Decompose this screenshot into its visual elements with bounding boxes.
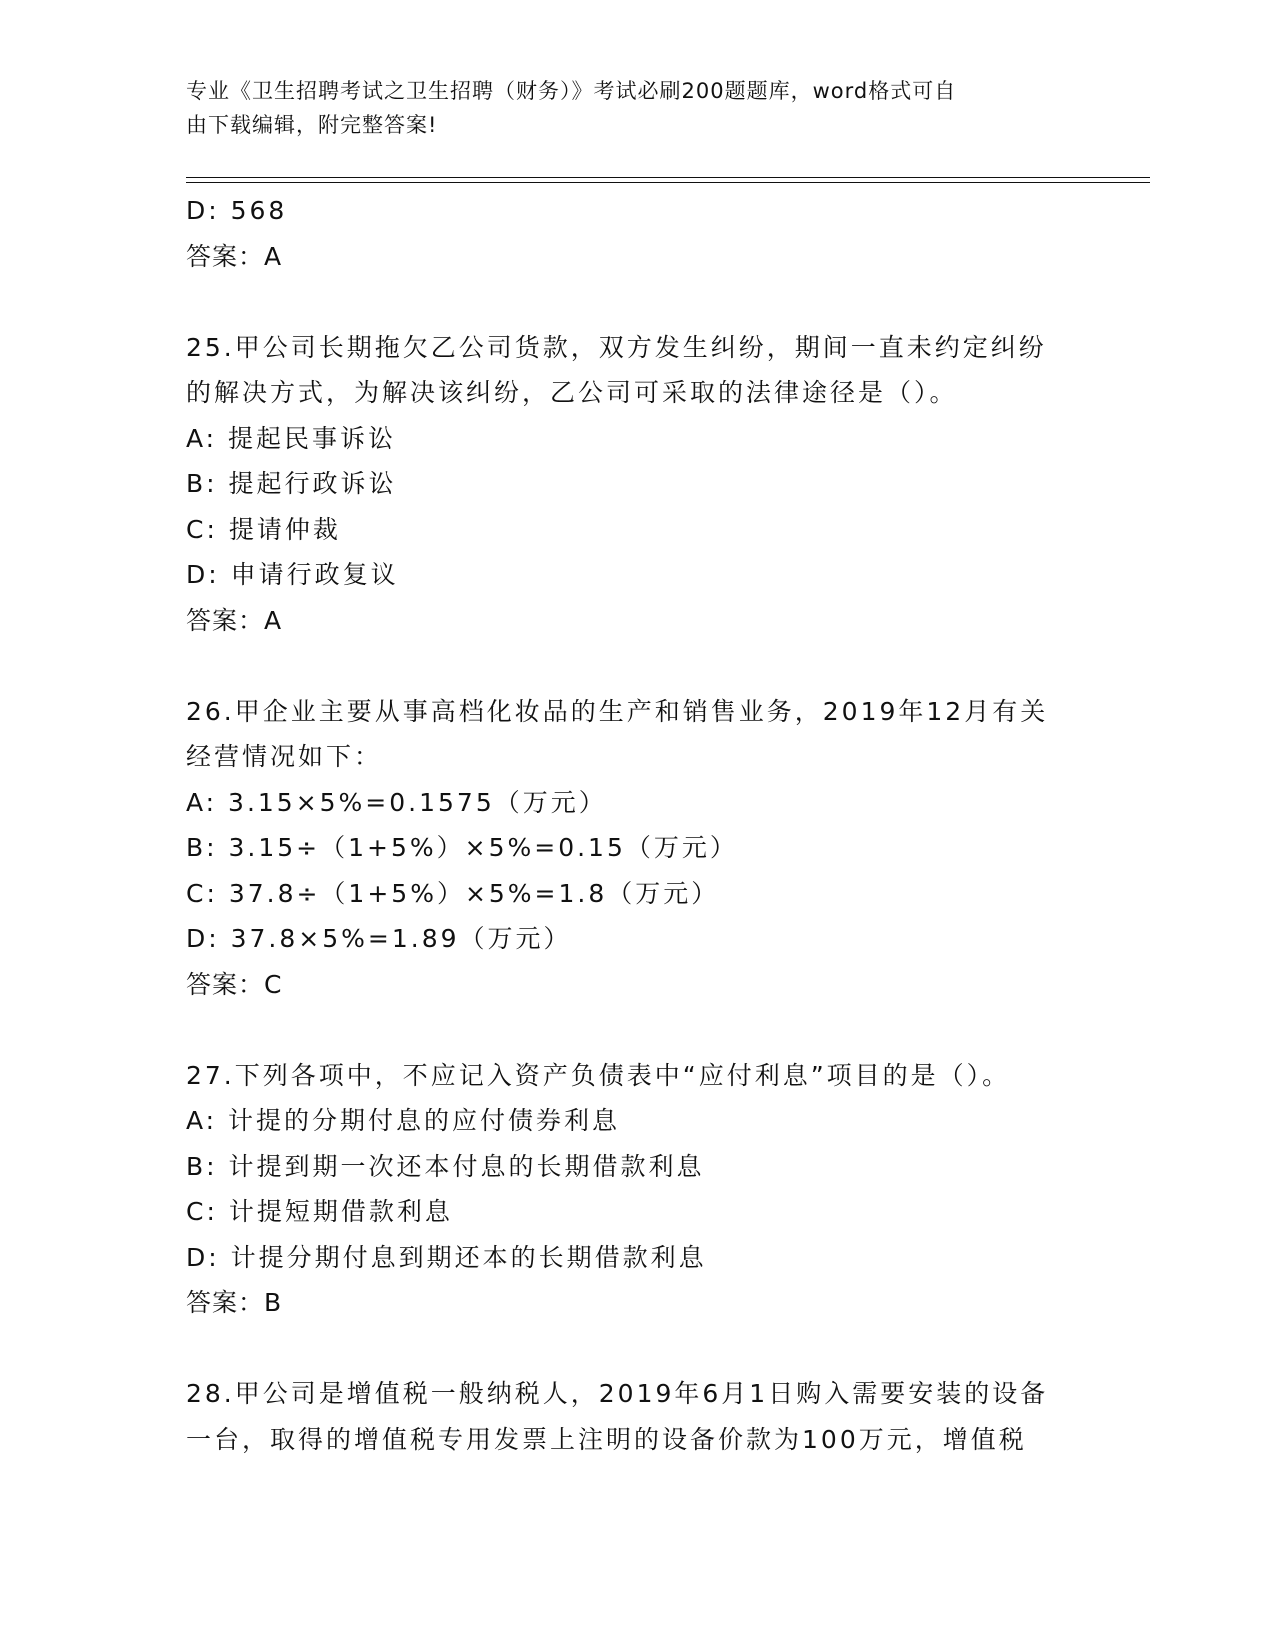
header-rule-bottom: [186, 182, 1150, 183]
answer: 答案：B: [186, 1288, 283, 1317]
question-stem: 经营情况如下：: [186, 742, 383, 771]
prev-answer: 答案：A: [186, 241, 283, 271]
question-stem: 27.下列各项中，不应记入资产负债表中“应付利息”项目的是（）。: [186, 1060, 1011, 1090]
question-stem: 的解决方式，为解决该纠纷，乙公司可采取的法律途径是（）。: [186, 378, 958, 407]
question-stem: 25.甲公司长期拖欠乙公司货款，双方发生纠纷，期间一直未约定纠纷: [186, 332, 1047, 362]
option-c: C: 提请仲裁: [186, 514, 341, 544]
option-d: D: 37.8×5%=1.89（万元）: [186, 924, 572, 953]
question-stem: 26.甲企业主要从事高档化妆品的生产和销售业务，2019年12月有关: [186, 696, 1049, 726]
answer: 答案：A: [186, 605, 283, 635]
spacer: [186, 279, 1086, 325]
option-d: D: 计提分期付息到期还本的长期借款利息: [186, 1242, 707, 1272]
option-b: B: 提起行政诉讼: [186, 469, 397, 498]
option-d: D: 申请行政复议: [186, 560, 399, 589]
option-a: A: 3.15×5%=0.1575（万元）: [186, 787, 607, 817]
spacer: [186, 1326, 1086, 1372]
prev-option-d: D: 568: [186, 196, 288, 225]
question-28: [186, 1371, 1086, 1462]
answer: 答案：C: [186, 969, 283, 999]
option-b: B: 3.15÷（1+5%）×5%=0.15（万元）: [186, 833, 738, 862]
option-c: C: 37.8÷（1+5%）×5%=1.8（万元）: [186, 878, 720, 908]
header-rule-top: [186, 177, 1150, 178]
document-body: [186, 188, 1086, 1462]
question-25: [186, 325, 1086, 644]
option-a: A: 计提的分期付息的应付债券利息: [186, 1106, 621, 1135]
header-line-1: 专业《卫生招聘考试之卫生招聘（财务）》考试必刷200题题库，word格式可自: [186, 79, 957, 103]
question-stem: 一台，取得的增值税专用发票上注明的设备价款为100万元，增值税: [186, 1424, 1027, 1454]
question-26: [186, 689, 1086, 1008]
spacer: [186, 643, 1086, 689]
header-line-2: 由下载编辑，附完整答案!: [186, 113, 438, 137]
option-c: C: 计提短期借款利息: [186, 1197, 453, 1226]
option-a: A: 提起民事诉讼: [186, 423, 397, 453]
document-header: [186, 74, 1066, 142]
question-stem: 28.甲公司是增值税一般纳税人，2019年6月1日购入需要安装的设备: [186, 1379, 1049, 1408]
spacer: [186, 1007, 1086, 1053]
question-27: [186, 1053, 1086, 1326]
option-b: B: 计提到期一次还本付息的长期借款利息: [186, 1151, 705, 1181]
